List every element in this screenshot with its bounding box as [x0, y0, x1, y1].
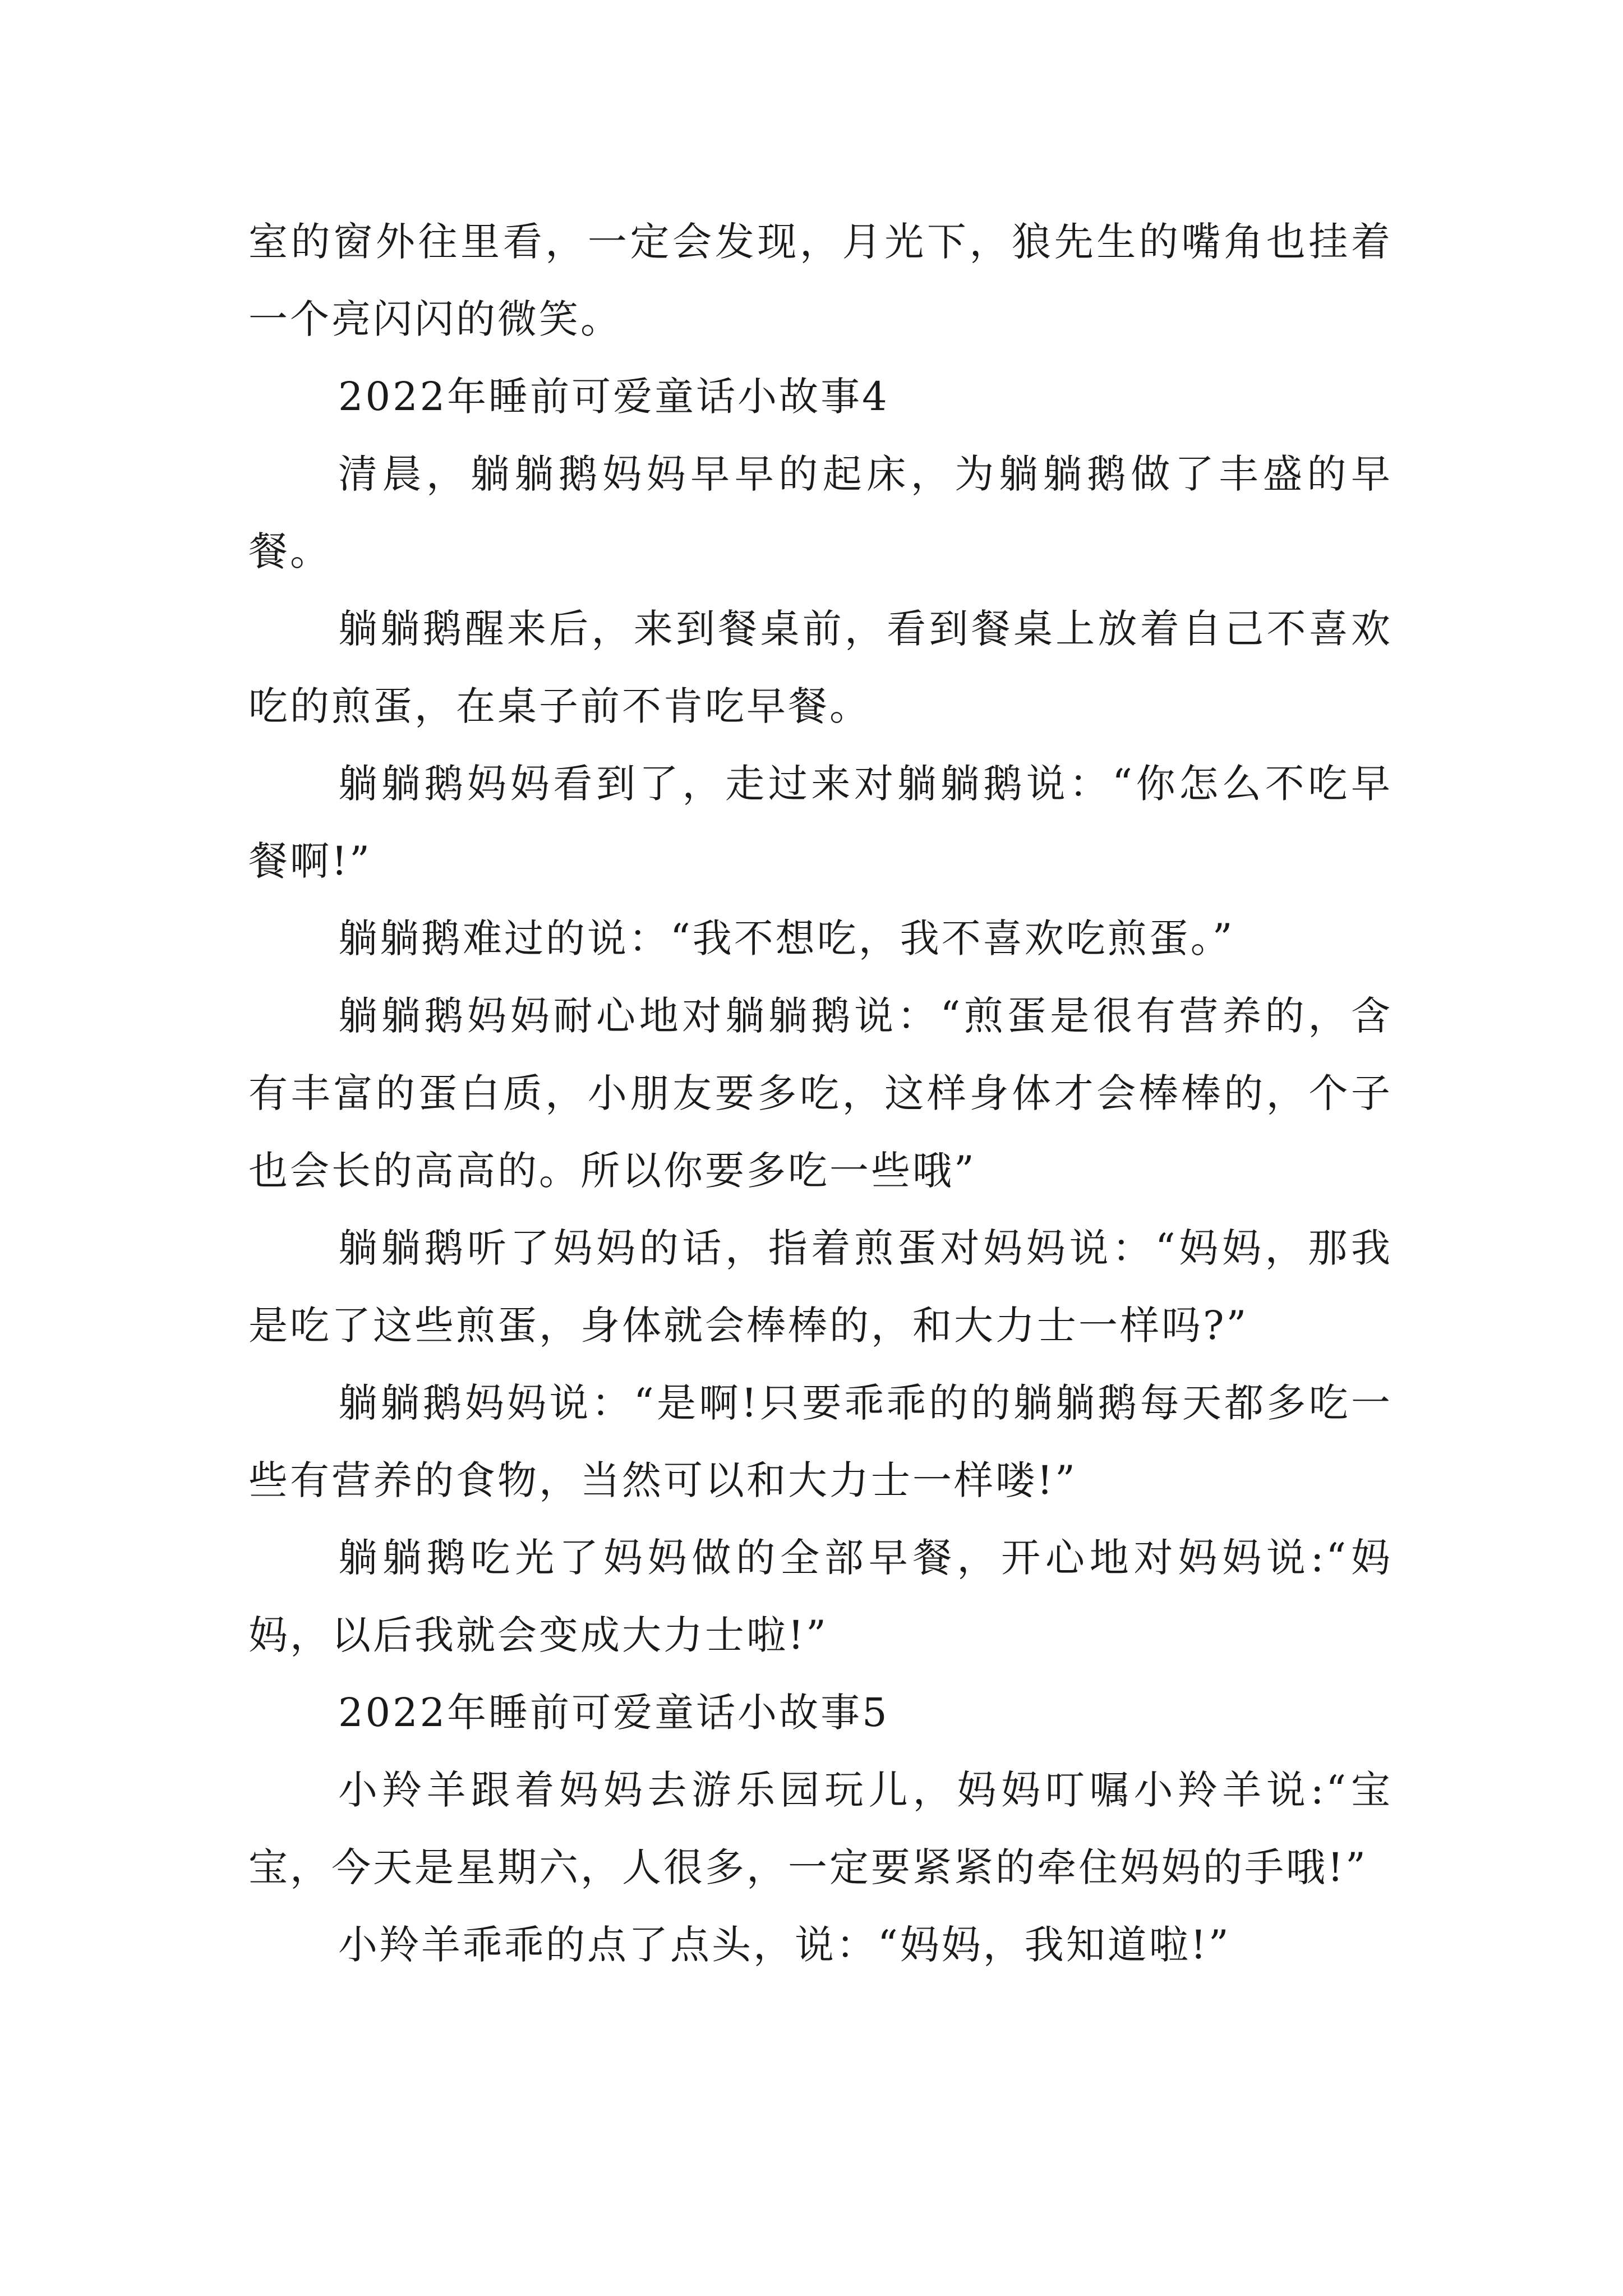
paragraph: 小羚羊乖乖的点了点头，说：“妈妈，我知道啦!” [338, 1922, 1231, 1968]
paragraph: 小羚羊跟着妈妈去游乐园玩儿，妈妈叮嘱小羚羊说:“宝宝，今天是星期六，人很多，一定要紧紧的牵住妈妈的手哦!” [248, 1767, 1393, 1890]
paragraph: 躺躺鹅妈妈耐心地对躺躺鹅说：“煎蛋是很有营养的，含有丰富的蛋白质，小朋友要多吃，这样身体才会棒棒的，个子也会长的高高的。所以你要多吃一些哦” [248, 993, 1393, 1194]
story-heading-4: 2022年睡前可爱童话小故事4 [338, 374, 889, 420]
document-body [248, 203, 1393, 1984]
paragraph-continuation: 室的窗外往里看，一定会发现，月光下，狼先生的嘴角也挂着一个亮闪闪的微笑。 [248, 219, 1393, 342]
paragraph: 躺躺鹅吃光了妈妈做的全部早餐，开心地对妈妈说:“妈妈，以后我就会变成大力士啦!” [248, 1535, 1393, 1658]
paragraph: 清晨，躺躺鹅妈妈早早的起床，为躺躺鹅做了丰盛的早餐。 [248, 451, 1393, 574]
story-heading-5: 2022年睡前可爱童话小故事5 [338, 1690, 889, 1736]
paragraph: 躺躺鹅醒来后，来到餐桌前，看到餐桌上放着自己不喜欢吃的煎蛋，在桌子前不肯吃早餐。 [248, 606, 1393, 729]
paragraph: 躺躺鹅听了妈妈的话，指着煎蛋对妈妈说：“妈妈，那我是吃了这些煎蛋，身体就会棒棒的，和大力士一样吗?” [248, 1225, 1393, 1349]
paragraph: 躺躺鹅妈妈看到了，走过来对躺躺鹅说：“你怎么不吃早餐啊!” [248, 761, 1393, 884]
paragraph: 躺躺鹅难过的说：“我不想吃，我不喜欢吃煎蛋。” [338, 915, 1235, 961]
paragraph: 躺躺鹅妈妈说：“是啊!只要乖乖的的躺躺鹅每天都多吃一些有营养的食物，当然可以和大力士一样喽!” [248, 1380, 1393, 1503]
